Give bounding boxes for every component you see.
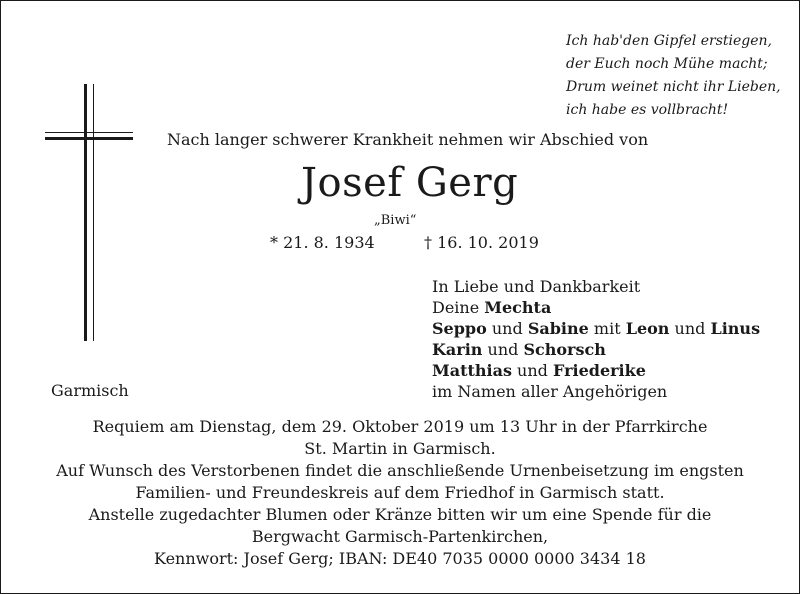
birth-date: * 21. 8. 1934 (270, 233, 375, 252)
notice-line: Auf Wunsch des Verstorbenen findet die anschließende Urnenbeisetzung im engsten (56, 461, 744, 480)
funeral-notice (0, 416, 800, 570)
family-line (432, 360, 760, 381)
cross-beam (45, 132, 133, 140)
notice-line: Bergwacht Garmisch-Partenkirchen, (251, 527, 549, 546)
family-text: und (486, 319, 528, 338)
poem-line: der Euch noch Mühe macht; (566, 56, 768, 72)
family-member: Mechta (484, 298, 552, 317)
family-member: Schorsch (523, 340, 606, 359)
family-text: und (669, 319, 711, 338)
family-line: In Liebe und Dankbarkeit (432, 277, 641, 296)
cross-post (84, 84, 94, 341)
family-line: im Namen aller Angehörigen (432, 382, 668, 401)
family-text: und (482, 340, 524, 359)
poem (566, 30, 781, 122)
notice-line: Familien- und Freundeskreis auf dem Friedhof in Garmisch statt. (135, 483, 665, 502)
death-date: † 16. 10. 2019 (424, 233, 539, 252)
family-member: Linus (710, 319, 761, 338)
family-member: Sabine (527, 319, 589, 338)
family-member: Friederike (552, 361, 646, 380)
family-member: Seppo (432, 319, 487, 338)
family-signature (432, 276, 760, 402)
family-text: mit (588, 319, 626, 338)
notice-line: Kennwort: Josef Gerg; IBAN: DE40 7035 0000 0000 3434 18 (154, 549, 646, 568)
intro-text: Nach langer schwerer Krankheit nehmen wir Abschied von (167, 130, 649, 149)
family-text: und (511, 361, 553, 380)
place-name: Garmisch (51, 381, 129, 400)
family-member: Matthias (432, 361, 512, 380)
notice-line: St. Martin in Garmisch. (304, 439, 496, 458)
family-line (432, 339, 760, 360)
poem-line: Drum weinet nicht ihr Lieben, (566, 79, 781, 95)
family-member: Karin (432, 340, 483, 359)
poem-line: Ich hab'den Gipfel erstiegen, (566, 33, 773, 49)
family-member: Leon (625, 319, 670, 338)
poem-line: ich habe es vollbracht! (566, 102, 729, 118)
notice-line: Requiem am Dienstag, dem 29. Oktober 2019 um 13 Uhr in der Pfarrkirche (92, 417, 708, 436)
family-line (432, 318, 760, 339)
family-line (432, 297, 760, 318)
notice-line: Anstelle zugedachter Blumen oder Kränze bitten wir um eine Spende für die (88, 505, 712, 524)
deceased-name: Josef Gerg (301, 160, 519, 206)
family-text: Deine (432, 298, 485, 317)
deceased-nickname: „Biwi“ (374, 213, 417, 228)
